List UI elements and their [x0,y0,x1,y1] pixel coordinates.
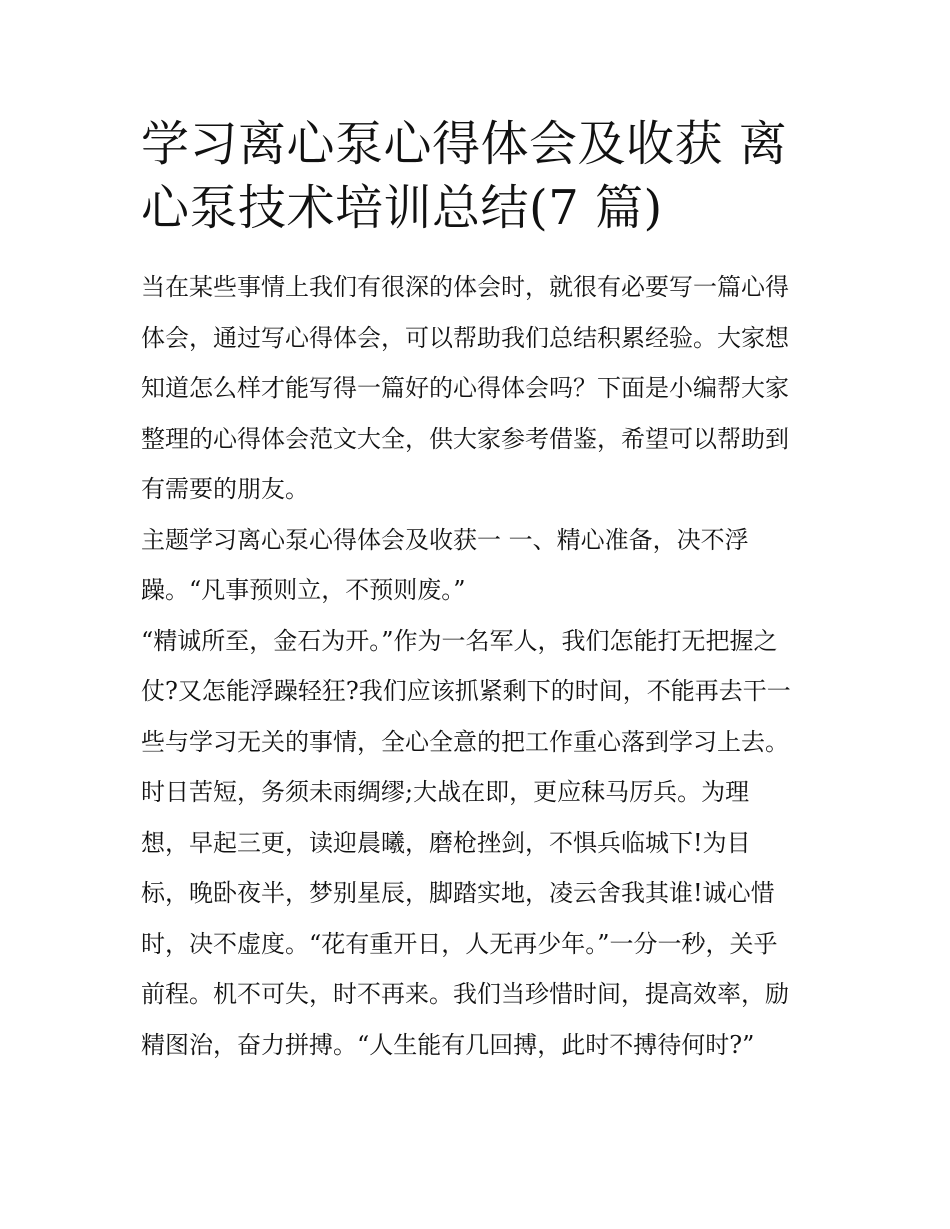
document-title [141,112,813,240]
paragraph-line: 仗?又怎能浮躁轻狂?我们应该抓紧剩下的时间，不能再去干一 [141,677,791,705]
title-line-2: 心泵技术培训总结(7 篇) [141,180,663,236]
section-heading-paragraph [141,515,813,616]
paragraph-line: 有需要的朋友。 [141,475,309,503]
intro-paragraph [141,262,813,515]
paragraph-line: 主题学习离心泵心得体会及收获一 一、精心准备，决不浮 [141,525,749,554]
paragraph-line: “精诚所至，金石为开。”作为一名军人，我们怎能打无把握之 [141,626,778,655]
body-paragraph [141,616,813,1071]
paragraph-line: 标，晚卧夜半，梦别星辰，脚踏实地，凌云舍我其谁!诚心惜 [141,879,775,907]
paragraph-line: 想，早起三更，读迎晨曦，磨枪挫剑，不惧兵临城下!为目 [141,828,751,857]
paragraph-line: 时日苦短，务须未雨绸缪;大战在即，更应秣马厉兵。为理 [141,778,750,806]
document-page [141,112,813,1070]
title-line-1: 学习离心泵心得体会及收获 离 [141,116,788,172]
paragraph-line: 知道怎么样才能写得一篇好的心得体会吗？下面是小编帮大家 [141,374,789,402]
paragraph-line: 前程。机不可失，时不再来。我们当珍惜时间，提高效率，励 [141,980,789,1008]
paragraph-line: 躁。“凡事预则立，不预则废。” [141,576,466,604]
paragraph-line: 体会，通过写心得体会，可以帮助我们总结积累经验。大家想 [141,323,789,352]
paragraph-line: 时，决不虚度。“花有重开日，人无再少年。”一分一秒，关乎 [141,929,778,958]
paragraph-line: 些与学习无关的事情，全心全意的把工作重心落到学习上去。 [141,727,789,756]
paragraph-line: 整理的心得体会范文大全，供大家参考借鉴，希望可以帮助到 [141,424,789,453]
paragraph-line: 当在某些事情上我们有很深的体会时，就很有必要写一篇心得 [141,273,789,301]
paragraph-line: 精图治，奋力拼搏。“人生能有几回搏，此时不搏待何时?” [141,1030,755,1059]
